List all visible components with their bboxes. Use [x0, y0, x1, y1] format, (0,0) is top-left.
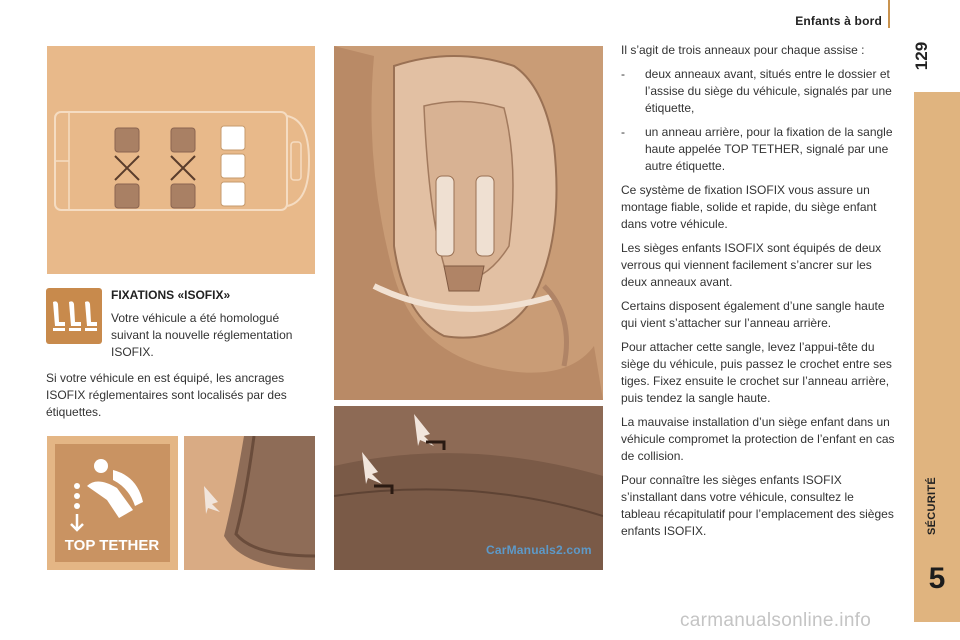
header-divider	[888, 0, 890, 28]
paragraph: Certains disposent également d’une sangle haute qui vient s’attacher sur l’anneau arrière.	[621, 299, 885, 330]
chapter-label: SÉCURITÉ	[926, 476, 938, 536]
seat-back-illustration	[184, 436, 315, 570]
anchor-location-text: Si votre véhicule en est équipé, les ancrages ISOFIX réglementaires sont localisés par des étiquettes.	[46, 371, 287, 419]
list-item-text: deux anneaux avant, situés entre le dossier et l’assise du siège du véhicule, signalés par une étiquette,	[645, 67, 892, 115]
paragraph: Les sièges enfants ISOFIX sont équipés de deux verrous qui viennent facilement s’ancrer sur les deux anneaux avant.	[621, 241, 882, 289]
top-tether-label-image	[47, 436, 178, 570]
bullet-dash: -	[621, 125, 625, 139]
chapter-number: 5	[928, 562, 946, 595]
right-column-text	[621, 42, 895, 547]
paragraph: La mauvaise installation d’un siège enfant dans un véhicule compromet la protection de l’enfant en cas de collision.	[621, 415, 895, 463]
header-title: Enfants à bord	[795, 14, 882, 28]
paragraph: Il s’agit de trois anneaux pour chaque assise :	[621, 43, 865, 57]
top-tether-sticker	[47, 436, 178, 570]
bullet-dash: -	[621, 67, 625, 81]
isofix-seats-icon	[46, 288, 102, 344]
child-seat-illustration	[334, 46, 603, 400]
list-item	[621, 66, 895, 117]
list-item	[621, 124, 895, 175]
section-title: FIXATIONS «ISOFIX»	[111, 288, 231, 302]
paragraph: Pour connaître les sièges enfants ISOFIX s’installant dans votre véhicule, consultez le tableau récapitulatif pour l’emplacement des sièges enfants ISOFIX.	[621, 473, 894, 538]
inline-watermark: CarManuals2.com	[486, 543, 592, 557]
van-outline-illustration	[47, 46, 315, 274]
footer-watermark: carmanualsonline.info	[680, 610, 872, 631]
list-item-text: un anneau arrière, pour la fixation de la sangle haute appelée TOP TETHER, signalé par une autre étiquette.	[645, 125, 893, 173]
seat-back-drawing	[184, 436, 315, 570]
isofix-seat-drawing	[334, 46, 603, 400]
top-tether-text: TOP TETHER	[64, 537, 160, 554]
chapter-tab	[914, 92, 960, 622]
van-seating-diagram	[47, 46, 315, 274]
paragraph: Ce système de fixation ISOFIX vous assure un montage fiable, solide et rapide, du siège enfant dans votre véhicule.	[621, 183, 877, 231]
section-intro: Votre véhicule a été homologué suivant la nouvelle réglementation ISOFIX.	[111, 311, 293, 359]
page-number: 129	[912, 41, 931, 71]
paragraph: Pour attacher cette sangle, levez l’appui-tête du siège du véhicule, puis passez le crochet entre ses tiges. Fixez ensuite le crochet sur l’anneau arrière, puis tendez la sangle haute.	[621, 340, 892, 405]
